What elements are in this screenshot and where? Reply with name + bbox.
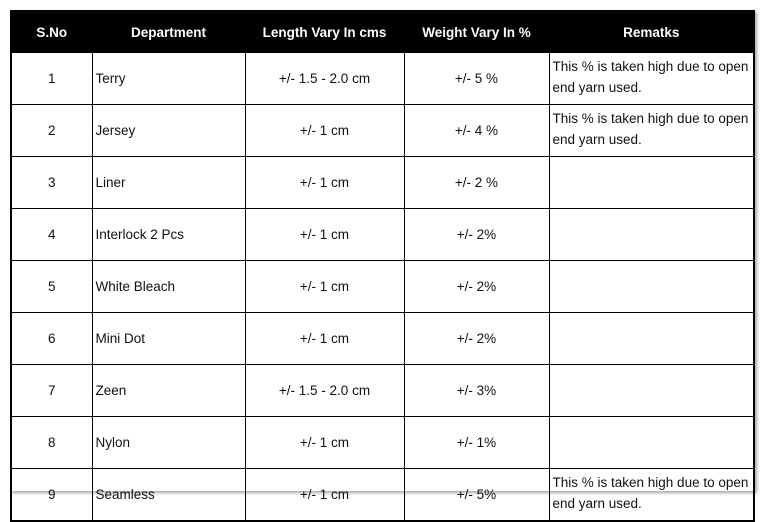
- cell-weight: +/- 4 %: [404, 105, 549, 157]
- cell-weight: +/- 3%: [404, 365, 549, 417]
- cell-remarks: [549, 261, 754, 313]
- cell-length: +/- 1.5 - 2.0 cm: [245, 365, 404, 417]
- cell-department: Interlock 2 Pcs: [92, 209, 245, 261]
- cell-department: White Bleach: [92, 261, 245, 313]
- table-row: [11, 313, 754, 365]
- header-weight: Weight Vary In %: [404, 11, 549, 53]
- header-row: [11, 11, 754, 53]
- cell-length: +/- 1 cm: [245, 209, 404, 261]
- cell-length: +/- 1.5 - 2.0 cm: [245, 53, 404, 105]
- cell-length: +/- 1 cm: [245, 313, 404, 365]
- cell-remarks: [549, 417, 754, 469]
- cell-length: +/- 1 cm: [245, 417, 404, 469]
- cell-department: Nylon: [92, 417, 245, 469]
- cell-sno: 6: [11, 313, 92, 365]
- cell-remarks: This % is taken high due to open end yarn used.: [549, 105, 754, 157]
- header-length: Length Vary In cms: [245, 11, 404, 53]
- table-row: [11, 157, 754, 209]
- cell-length: +/- 1 cm: [245, 105, 404, 157]
- cell-sno: 7: [11, 365, 92, 417]
- cell-length: +/- 1 cm: [245, 261, 404, 313]
- cell-sno: 5: [11, 261, 92, 313]
- cell-sno: 1: [11, 53, 92, 105]
- cell-department: Zeen: [92, 365, 245, 417]
- table-row: [11, 53, 754, 105]
- cell-length: +/- 1 cm: [245, 469, 404, 522]
- cell-weight: +/- 5%: [404, 469, 549, 522]
- cell-remarks: This % is taken high due to open end yarn used.: [549, 469, 754, 522]
- cell-length: +/- 1 cm: [245, 157, 404, 209]
- cell-remarks: [549, 365, 754, 417]
- cell-weight: +/- 2%: [404, 209, 549, 261]
- cell-weight: +/- 2 %: [404, 157, 549, 209]
- table-row: [11, 365, 754, 417]
- header-sno: S.No: [11, 11, 92, 53]
- cell-sno: 4: [11, 209, 92, 261]
- cell-remarks: [549, 157, 754, 209]
- cell-department: Jersey: [92, 105, 245, 157]
- cell-sno: 2: [11, 105, 92, 157]
- cell-department: Seamless: [92, 469, 245, 522]
- cell-sno: 9: [11, 469, 92, 522]
- table-row: [11, 417, 754, 469]
- cell-remarks: [549, 209, 754, 261]
- table-row: [11, 469, 754, 522]
- header-remarks: Rematks: [549, 11, 754, 53]
- cell-remarks: This % is taken high due to open end yarn used.: [549, 53, 754, 105]
- cell-sno: 8: [11, 417, 92, 469]
- cell-department: Mini Dot: [92, 313, 245, 365]
- header-department: Department: [92, 11, 245, 53]
- cell-department: Terry: [92, 53, 245, 105]
- table-row: [11, 105, 754, 157]
- cell-weight: +/- 2%: [404, 313, 549, 365]
- cell-weight: +/- 2%: [404, 261, 549, 313]
- tolerance-table-container: [10, 10, 755, 511]
- cell-sno: 3: [11, 157, 92, 209]
- cell-remarks: [549, 313, 754, 365]
- cell-weight: +/- 1%: [404, 417, 549, 469]
- table-row: [11, 209, 754, 261]
- tolerance-table: [10, 10, 755, 522]
- cell-weight: +/- 5 %: [404, 53, 549, 105]
- cell-department: Liner: [92, 157, 245, 209]
- table-row: [11, 261, 754, 313]
